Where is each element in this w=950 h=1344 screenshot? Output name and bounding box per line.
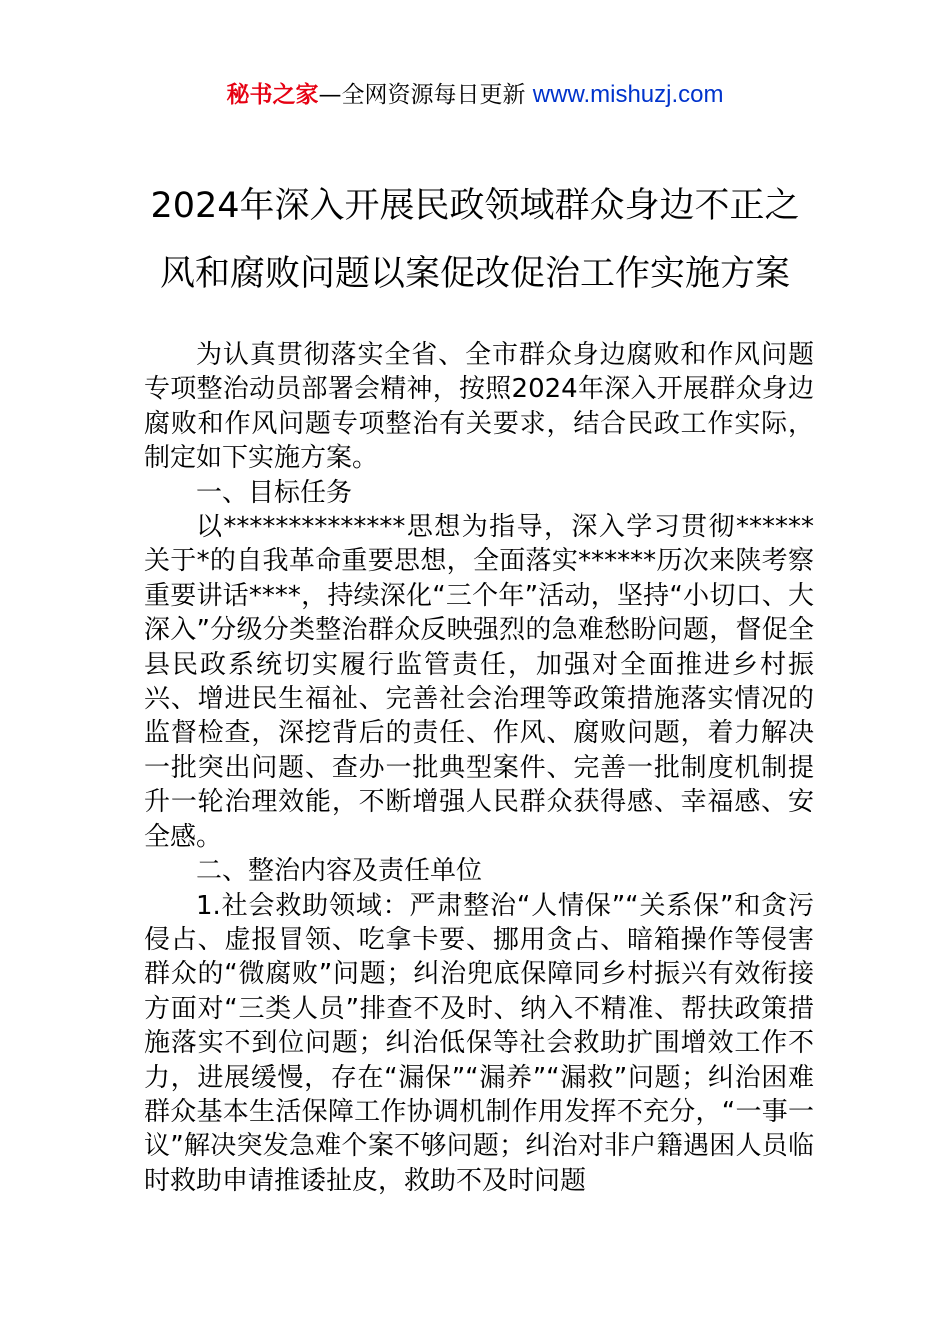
site-tagline: —全网资源每日更新 [318, 82, 533, 108]
section-1-paragraph: 以**************思想为指导，深入学习贯彻******关于*的自我革命重要思想，全面落实******历次来陕考察重要讲话****，持续深化“三个年”活动，坚持“小切口、大深入”分级分类整治群众反映强烈的急难愁盼问题，督促全县民政系统切实履行监管责任，加强对全面推进乡村振兴、增进民生福祉、完善社会治理等政策措施落实情况的监督检查，深挖背后的责任、作风、腐败问题，着力解决一批突出问题、查办一批典型案件、完善一批制度机制提升一轮治理效能，不断增强人民群众获得感、幸福感、安全感。 [144, 512, 814, 852]
section-1-heading: 一、目标任务 [196, 477, 353, 508]
title-line-1: 2024年深入开展民政领域群众身边不正之 [150, 186, 800, 226]
title-line-2: 风和腐败问题以案促改促治工作实施方案 [159, 254, 790, 294]
section-2-item-1-paragraph: 1.社会救助领域：严肃整治“人情保”“关系保”和贪污侵占、虚报冒领、吃拿卡要、挪用贪占、暗箱操作等侵害群众的“微腐败”问题；纠治兜底保障同乡村振兴有效衔接方面对“三类人员”排查不及时、纳入不精准、帮扶政策措施落实不到位问题；纠治低保等社会救助扩围增效工作不力，进展缓慢，存在“漏保”“漏养”“漏救”问题；纠治困难群众基本生活保障工作协调机制作用发挥不充分，“一事一议”解决突发急难个案不够问题；纠治对非户籍遇困人员临时救助申请推诿扯皮，救助不及时问题 [144, 890, 814, 1196]
intro-paragraph: 为认真贯彻落实全省、全市群众身边腐败和作风问题专项整治动员部署会精神，按照2024年深入开展群众身边腐败和作风问题专项整治有关要求，结合民政工作实际，制定如下实施方案。 [144, 340, 814, 474]
site-header [0, 78, 950, 112]
site-brand: 秘书之家 [226, 82, 319, 108]
section-2-heading: 二、整治内容及责任单位 [196, 856, 483, 887]
document-title [100, 172, 850, 308]
document-body [144, 338, 814, 1198]
site-url-link[interactable]: www.mishuzj.com [532, 81, 724, 108]
